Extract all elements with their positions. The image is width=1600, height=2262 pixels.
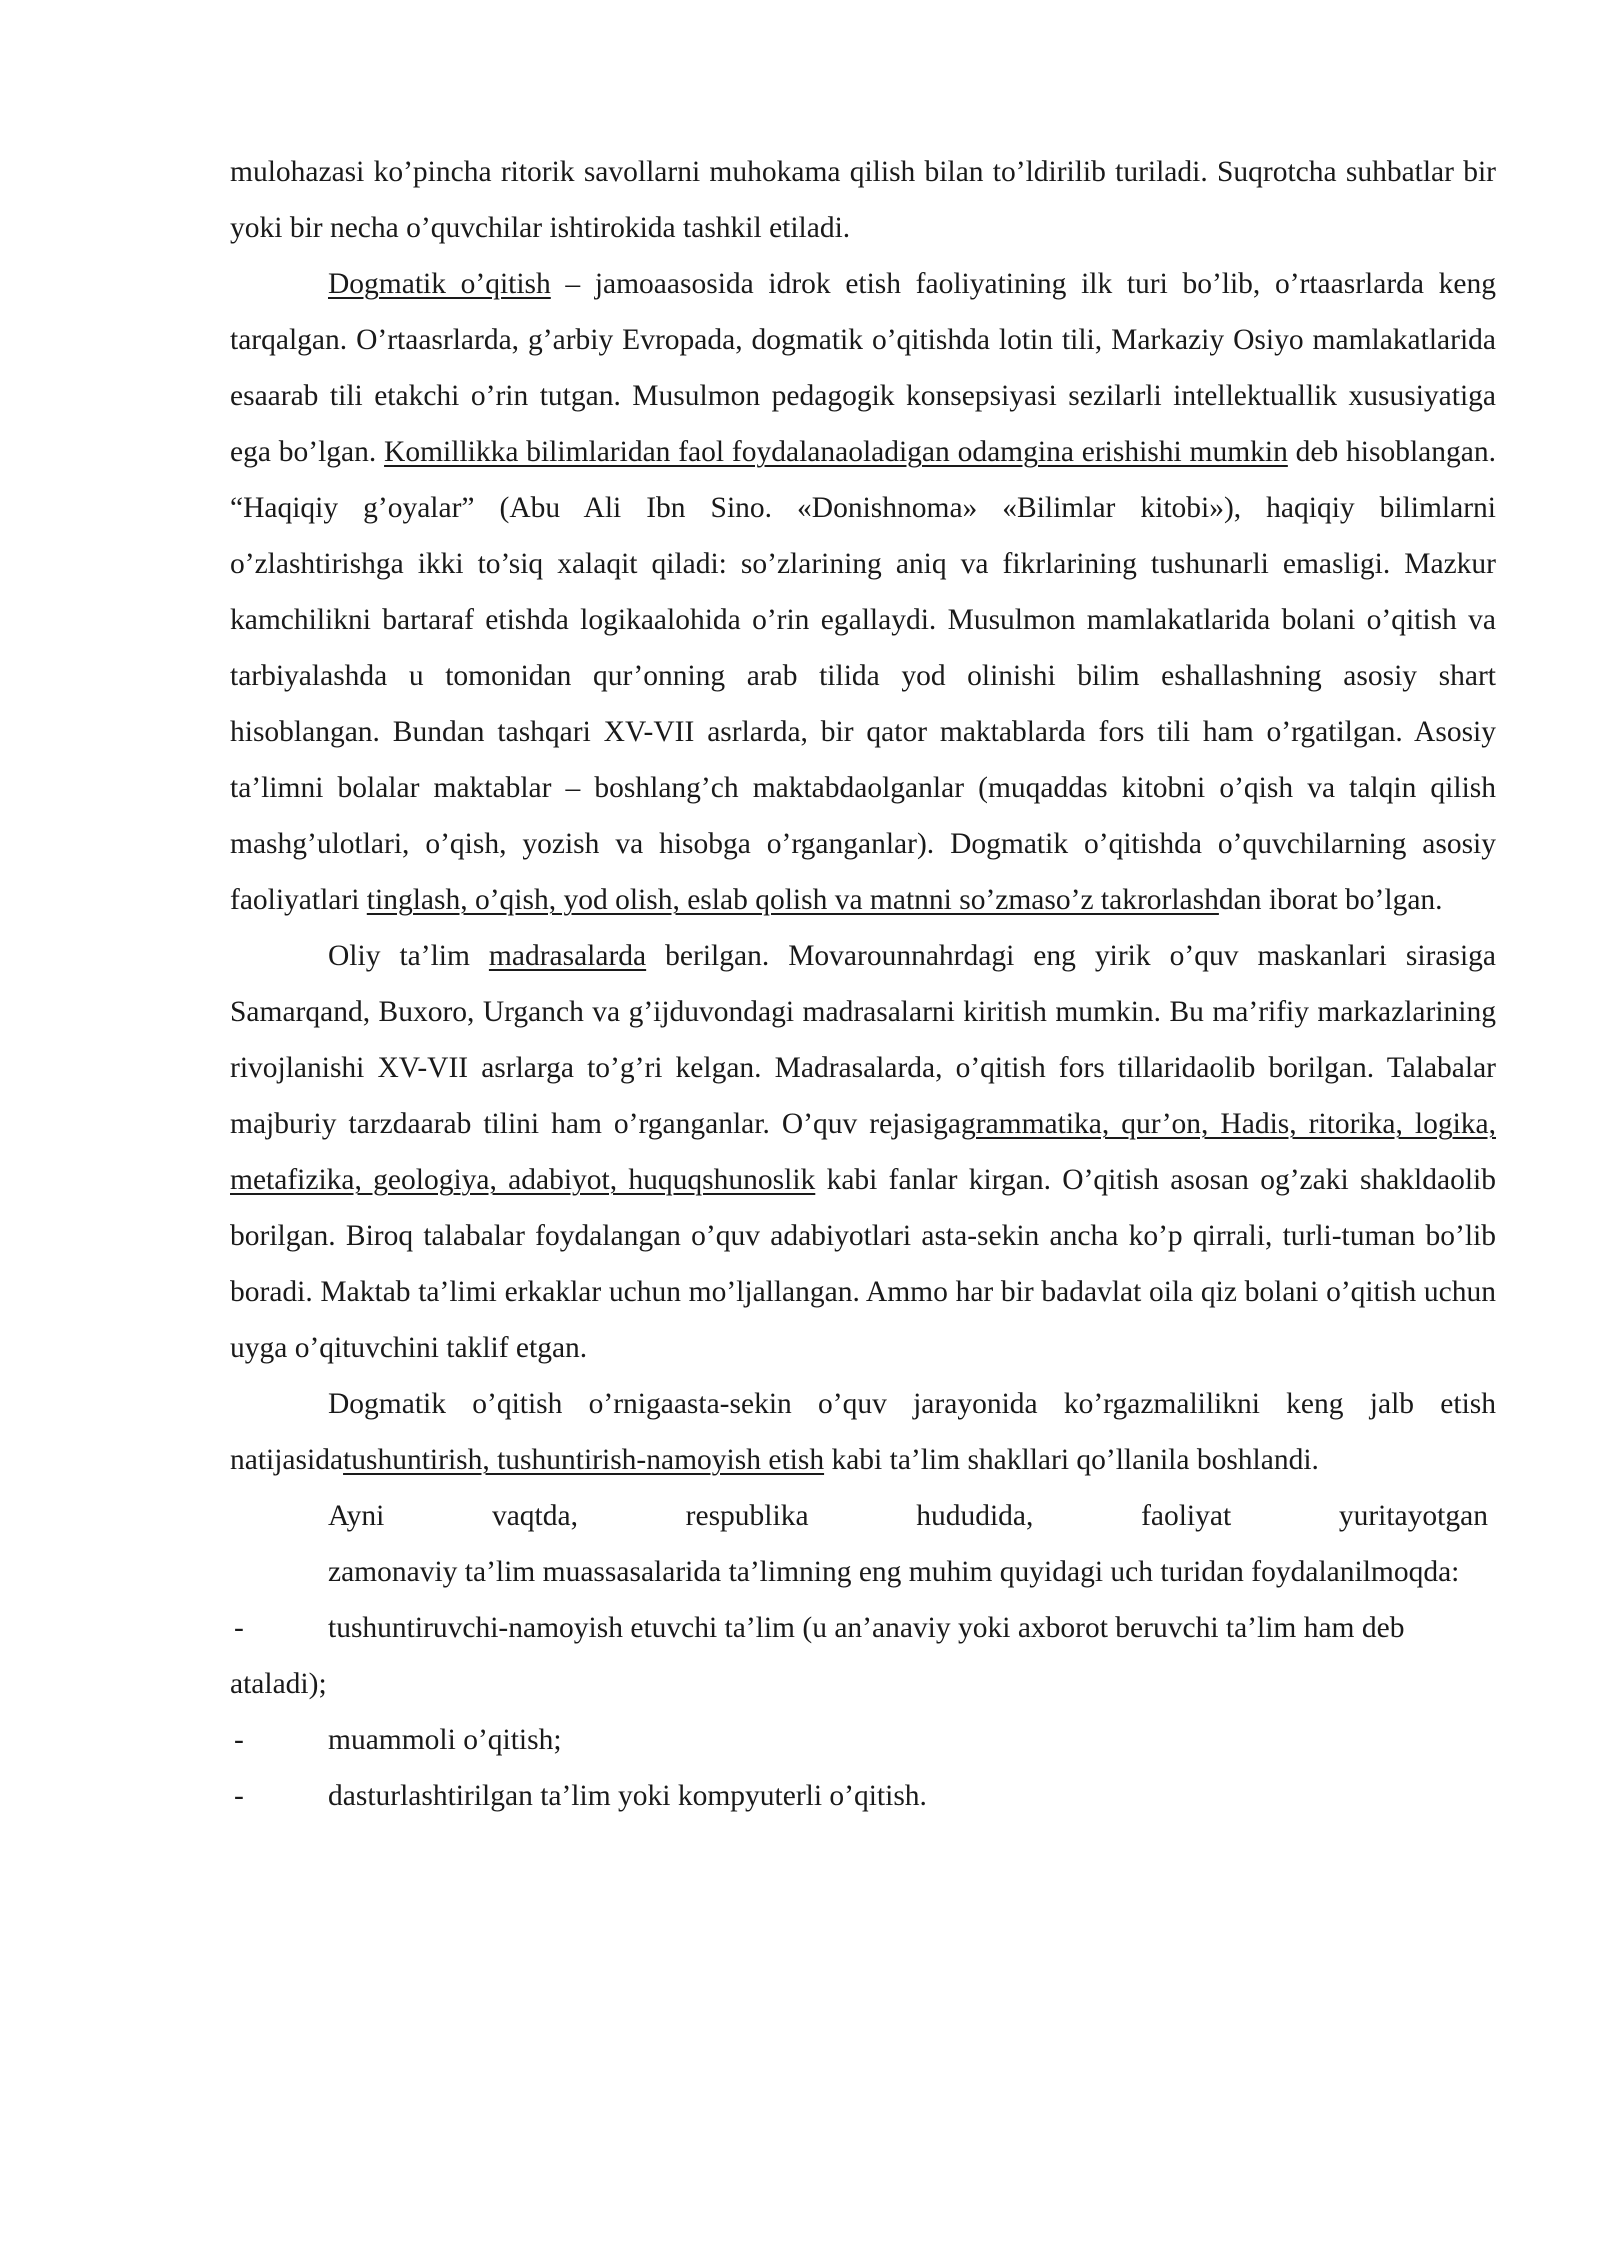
underlined-phrase-perfection: Komillikka bilimlaridan faol foydalanaoladigan odamgina erishishi mumkin	[384, 436, 1288, 468]
list-dash: -	[234, 1724, 244, 1756]
word: yuritayotgan	[1338, 1500, 1488, 1532]
word: respublika	[685, 1500, 809, 1532]
list-item-text: tushuntiruvchi-namoyish etuvchi ta’lim (u an’anaviy yoki axborot beruvchi ta’lim ham deb ataladi);	[230, 1612, 1405, 1700]
paragraph-dogmatic	[230, 256, 1496, 928]
list-item-text: dasturlashtirilgan ta’lim yoki kompyuterli o’qitish.	[328, 1780, 927, 1812]
text-segment: dan iborat bo’lgan.	[1218, 884, 1443, 916]
text-segment: deb hisoblangan. “Haqiqiy g’oyalar” (Abu Ali Ibn Sino. «Donishnoma» «Bilimlar kitobi»), haqiqiy bilimlarni o’zlashtirishga ikki to’siq xalaqit qiladi: so’zlarining aniq va fikrlarining tushunarli emasligi. Mazkur kamchilikni bartaraf etishda logikaalohida o’rin egallaydi. Musulmon mamlakatlarida bolani o’qitish va tarbiyalashda u tomonidan qur’onning arab tilida yod olinishi bilim eshallashning asosiy shart hisoblangan. Bundan tashqari XV-VII asrlarda, bir qator maktablarda fors tili ham o’rgatilgan. Asosiy ta’limni bolalar maktablar – boshlang’ch maktabdaolganlar (muqaddas kitobni o’qish va talqin qilish mashg’ulotlari, o’qish, yozish va hisobga o’rganganlar). Dogmatik o’qitishda o’quvchilarning asosiy faoliyatlari	[230, 436, 1496, 916]
list-item	[230, 1600, 1496, 1712]
text-segment: Dogmatik o’qitish o’rnigaasta-sekin o’quv jarayonida ko’rgazmalilikni keng jalb etish natijasida	[230, 1388, 1496, 1476]
word: vaqtda,	[491, 1500, 578, 1532]
term-dogmatic-teaching: Dogmatik o’qitish	[328, 268, 551, 300]
text-segment: berilgan. Movarounnahrdagi eng yirik o’quv maskanlari sirasiga Samarqand, Buxoro, Urganch va g’ijduvondagi madrasalarni kiritish mumkin. Bu ma’rifiy markazlarining rivojlanishi XV-VII asrlarga to’g’ri kelgan. Madrasalarda, o’qitish fors tillaridaolib borilgan. Talabalar majburiy tarzdaarab tilini ham o’rganganlar. O’quv rejasiga	[230, 940, 1496, 1140]
list-dash: -	[234, 1780, 244, 1812]
text-segment: – jamoaasosida idrok etish faoliyatining ilk turi bo’lib, o’rtaasrlarda keng tarqalgan. O’rtaasrlarda, g’arbiy Evropada, dogmatik o’qitishda lotin tili, Markaziy Osiyo mamlakatlarida esaarab tili etakchi o’rin tutgan. Musulmon pedagogik konsepsiyasi sezilarli intellektuallik xususiyatiga ega bo’lgan.	[230, 268, 1496, 468]
underlined-teaching-forms: tushuntirish, tushuntirish-namoyish etish	[343, 1444, 825, 1476]
list-dash: -	[234, 1612, 244, 1644]
list-item	[230, 1768, 1496, 1824]
list-item	[230, 1712, 1496, 1768]
paragraph-explanatory-forms	[230, 1376, 1496, 1488]
word: faoliyat	[1141, 1500, 1232, 1532]
text-segment: kabi fanlar kirgan. O’qitish asosan og’zaki shakldaolib borilgan. Biroq talabalar foydalangan o’quv adabiyotlari asta-sekin ancha ko’p qirrali, turli-tuman bo’lib boradi. Maktab ta’limi erkaklar uchun mo’ljallangan. Ammo har bir badavlat oila qiz bolani o’qitish uchun uyga o’qituvchini taklif etgan.	[230, 1164, 1496, 1364]
word: Ayni	[328, 1500, 385, 1532]
term-madrasas: madrasalarda	[488, 940, 647, 972]
paragraph-current-line	[230, 1488, 1488, 1544]
word: hududida,	[916, 1500, 1034, 1532]
text-segment: kabi ta’lim shakllari qo’llanila boshlandi.	[824, 1444, 1319, 1476]
paragraph-higher-education	[230, 928, 1496, 1376]
text-segment: Oliy ta’lim	[328, 940, 489, 972]
underlined-subjects-list: grammatika, qur’on, Hadis, ritorika, logika, metafizika, geologiya, adabiyot, huquqshunoslik	[230, 1108, 1496, 1196]
paragraph-modern-institutions: zamonaviy ta’lim muassasalarida ta’limning eng muhim quyidagi uch turidan foydalanilmoqda:	[328, 1556, 1460, 1588]
underlined-phrase-activities: tinglash, o’qish, yod olish, eslab qolish va matnni so’zmaso’z takrorlash	[366, 884, 1219, 916]
document-page	[230, 144, 1496, 1824]
paragraph-socratic: mulohazasi ko’pincha ritorik savollarni muhokama qilish bilan to’ldirilib turiladi. Suqrotcha suhbatlar bir yoki bir necha o’quvchilar ishtirokida tashkil etiladi.	[230, 156, 1496, 244]
list-item-text: muammoli o’qitish;	[328, 1724, 562, 1756]
